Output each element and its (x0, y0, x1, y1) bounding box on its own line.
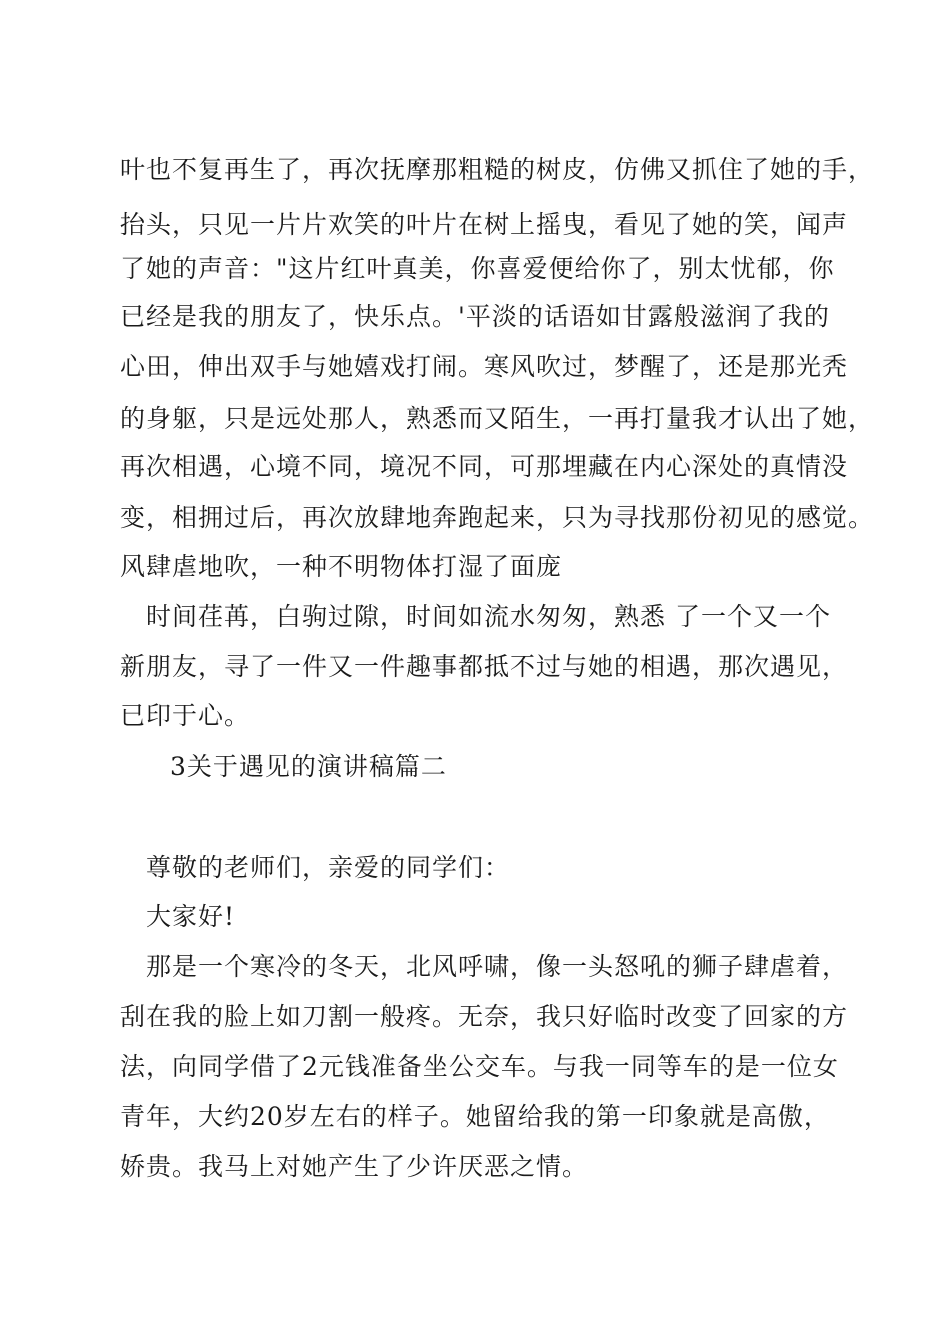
paragraph-1-line-1: 叶也不复再生了，再次抚摩那粗糙的树皮，仿佛又抓住了她的手， (120, 155, 875, 184)
paragraph-2-line-3: 已印于心。 (120, 701, 251, 730)
paragraph-2-line-2: 新朋友，寻了一件又一件趣事都抵不过与她的相遇，那次遇见， (120, 652, 849, 681)
paragraph-1-line-2: 抬头，只见一片片欢笑的叶片在树上摇曳，看见了她的笑，闻声 (120, 210, 849, 239)
salutation: 尊敬的老师们，亲爱的同学们： (146, 853, 511, 882)
paragraph-1-line-5: 心田，伸出双手与她嬉戏打闹。寒风吹过，梦醒了，还是那光秃 (120, 352, 849, 381)
section-heading: 3关于遇见的演讲稿篇二 (170, 752, 447, 781)
greeting: 大家好! (146, 902, 236, 931)
paragraph-1-line-9: 风肆虐地吹，一种不明物体打湿了面庞 (120, 552, 563, 581)
paragraph-1-line-7: 再次相遇，心境不同，境况不同，可那埋藏在内心深处的真情没 (120, 452, 849, 481)
paragraph-3-line-1: 那是一个寒冷的冬天，北风呼啸，像一头怒吼的狮子肆虐着， (146, 952, 849, 981)
paragraph-1-line-3: 了她的声音："这片红叶真美，你喜爱便给你了，别太忧郁，你 (120, 254, 835, 283)
paragraph-1-line-4: 已经是我的朋友了，快乐点。'平淡的话语如甘露般滋润了我的 (120, 302, 830, 331)
paragraph-1-line-6: 的身躯，只是远处那人，熟悉而又陌生，一再打量我才认出了她， (120, 404, 875, 433)
paragraph-2-line-1: 时间荏苒，白驹过隙，时间如流水匆匆，熟悉 了一个又一个 (146, 602, 831, 631)
paragraph-1-line-8: 变，相拥过后，再次放肆地奔跑起来，只为寻找那份初见的感觉。 (120, 503, 875, 532)
paragraph-3-line-5: 娇贵。我马上对她产生了少许厌恶之情。 (120, 1152, 589, 1181)
paragraph-3-line-2: 刮在我的脸上如刀割一般疼。无奈，我只好临时改变了回家的方 (120, 1002, 849, 1031)
paragraph-3-line-4: 青年，大约20岁左右的样子。她留给我的第一印象就是高傲， (120, 1102, 830, 1131)
paragraph-3-line-3: 法，向同学借了2元钱准备坐公交车。与我一同等车的是一位女 (120, 1052, 839, 1081)
